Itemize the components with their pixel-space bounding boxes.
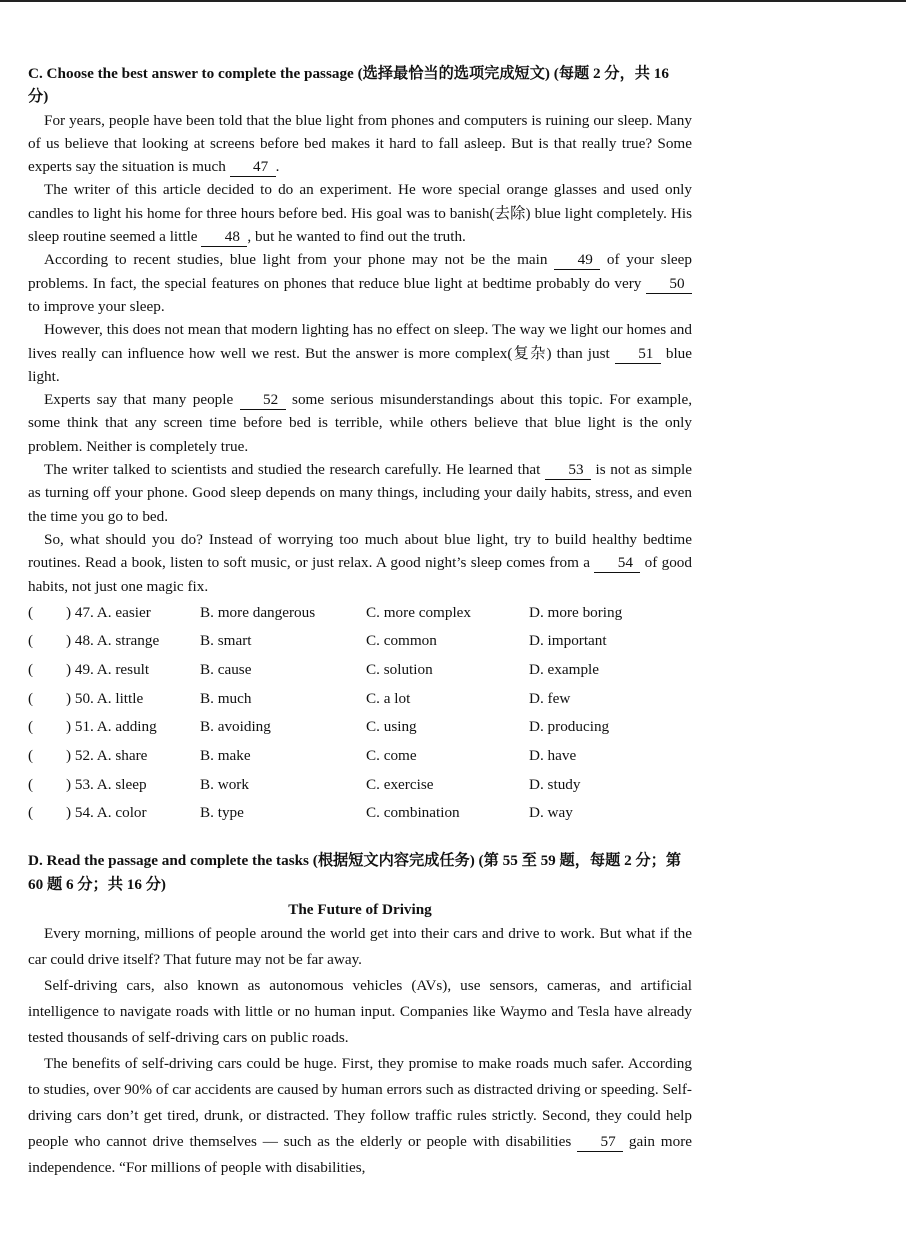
answer-bracket[interactable]: (: [28, 718, 34, 736]
option-a[interactable]: ) 53. A. sleep: [66, 775, 147, 793]
option-d[interactable]: D. more boring: [529, 603, 623, 621]
section-d-heading: D. Read the passage and complete the tasks (根据短文内容完成任务) (第 55 至 59 题，每题 2 分；第 60 题 6 分；共 16 分): [28, 852, 682, 893]
option-row-53[interactable]: [28, 770, 692, 799]
blank-54[interactable]: 54: [594, 554, 640, 573]
passage-c-paragraph-6: The writer talked to scientists and studied the research carefully. He learned that 53 is not as simple as turning off your phone. Good sleep depends on many things, including your daily habits, stress, and even the time you go to bed.: [28, 461, 692, 525]
option-row-47[interactable]: [28, 598, 692, 627]
answer-bracket[interactable]: (: [28, 746, 34, 764]
option-c[interactable]: C. common: [366, 632, 437, 650]
option-b[interactable]: B. much: [200, 689, 252, 707]
option-d[interactable]: D. important: [529, 632, 607, 650]
option-a[interactable]: ) 50. A. little: [66, 689, 144, 707]
passage-d-paragraph-3: The benefits of self-driving cars could be huge. First, they promise to make roads much safer. According to studies, over 90% of car accidents are caused by human errors such as distracted driving or speeding. Self-driving cars don’t get tired, drunk, or distracted. They follow traffic rules strictly. Second, they could help people who cannot drive themselves — such as the elderly or people with disabilities 57 gain more independence. “For millions of people with disabilities,: [28, 1055, 692, 1177]
passage-d-paragraph-2: Self-driving cars, also known as autonomous vehicles (AVs), use sensors, cameras, and artificial intelligence to navigate roads with little or no human input. Companies like Waymo and Tesla have already tested thousands of self-driving cars on public roads.: [28, 977, 692, 1047]
passage-d-title: The Future of Driving: [288, 900, 432, 918]
answer-bracket[interactable]: (: [28, 689, 34, 707]
page-top-border: [0, 0, 906, 2]
option-c[interactable]: C. come: [366, 746, 417, 764]
option-row-54[interactable]: [28, 799, 692, 828]
blank-50[interactable]: 50: [646, 275, 692, 294]
section-c-options: [28, 598, 692, 828]
option-b[interactable]: B. cause: [200, 660, 252, 678]
section-c-passage: [28, 109, 692, 598]
option-d[interactable]: D. study: [529, 775, 581, 793]
option-a[interactable]: ) 49. A. result: [66, 660, 150, 678]
option-a[interactable]: ) 47. A. easier: [66, 603, 151, 621]
option-c[interactable]: C. more complex: [366, 603, 472, 621]
section-c-heading: C. Choose the best answer to complete the passage (选择最恰当的选项完成短文) (每题 2 分，共 16 分): [28, 65, 669, 106]
option-c[interactable]: C. exercise: [366, 775, 434, 793]
option-d[interactable]: D. producing: [529, 718, 610, 736]
passage-c-paragraph-7: So, what should you do? Instead of worrying too much about blue light, try to build healthy bedtime routines. Read a book, listen to soft music, or just relax. A good night’s sleep comes from a 54 of good habits, not just one magic fix.: [28, 530, 692, 595]
blank-49[interactable]: 49: [554, 251, 600, 270]
section-d: [28, 849, 692, 1181]
option-row-48[interactable]: [28, 627, 692, 656]
option-a[interactable]: ) 48. A. strange: [66, 632, 160, 650]
option-d[interactable]: D. few: [529, 689, 571, 707]
option-b[interactable]: B. more dangerous: [200, 603, 316, 621]
passage-c-paragraph-5: Experts say that many people 52 some serious misunderstandings about this topic. For example, some think that any screen time before bed is terrible, while others believe that blue light is the only problem. Neither is completely true.: [28, 391, 693, 455]
option-b[interactable]: B. avoiding: [200, 718, 271, 736]
option-a[interactable]: ) 52. A. share: [66, 746, 148, 764]
option-b[interactable]: B. smart: [200, 632, 252, 650]
answer-bracket[interactable]: (: [28, 632, 34, 650]
blank-57[interactable]: 57: [577, 1133, 623, 1152]
option-c[interactable]: C. a lot: [366, 689, 411, 707]
passage-c-paragraph-3: According to recent studies, blue light from your phone may not be the main 49 of your sleep problems. In fact, the special features on phones that reduce blue light at bedtime probably do very 50 to improve your sleep.: [28, 251, 693, 315]
passage-c-paragraph-4: However, this does not mean that modern lighting has no effect on sleep. The way we light our homes and lives really can influence how well we rest. But the answer is more complex(复杂) than just 51 blue light.: [28, 321, 692, 385]
option-d[interactable]: D. have: [529, 746, 577, 764]
option-a[interactable]: ) 54. A. color: [66, 804, 147, 822]
blank-47[interactable]: 47: [230, 158, 276, 177]
option-b[interactable]: B. make: [200, 746, 251, 764]
blank-52[interactable]: 52: [240, 391, 286, 410]
option-a[interactable]: ) 51. A. adding: [66, 718, 157, 736]
option-d[interactable]: D. example: [529, 660, 600, 678]
option-c[interactable]: C. using: [366, 718, 417, 736]
blank-53[interactable]: 53: [545, 461, 591, 480]
option-c[interactable]: C. solution: [366, 660, 433, 678]
option-row-52[interactable]: [28, 741, 692, 770]
blank-48[interactable]: 48: [201, 228, 247, 247]
passage-c-paragraph-1: For years, people have been told that the blue light from phones and computers is ruining our sleep. Many of us believe that looking at screens before bed makes it hard to fall asleep. But is that really true? Some experts say the situation is much 47 .: [28, 111, 692, 176]
answer-bracket[interactable]: (: [28, 660, 34, 678]
answer-bracket[interactable]: (: [28, 603, 34, 621]
passage-d-paragraph-1: Every morning, millions of people around the world get into their cars and drive to work. But what if the car could drive itself? That future may not be far away.: [28, 925, 692, 969]
option-row-51[interactable]: [28, 713, 692, 742]
exam-sheet: [28, 62, 692, 1181]
blank-51[interactable]: 51: [615, 345, 661, 364]
option-d[interactable]: D. way: [529, 804, 573, 822]
answer-bracket[interactable]: (: [28, 775, 34, 793]
passage-c-paragraph-2: The writer of this article decided to do an experiment. He wore special orange glasses and used only candles to light his home for three hours before bed. His goal was to banish(去除) blue light completely. His sleep routine seemed a little 48 , but he wanted to find out the truth.: [28, 181, 692, 246]
option-c[interactable]: C. combination: [366, 804, 460, 822]
answer-bracket[interactable]: (: [28, 804, 34, 822]
option-b[interactable]: B. type: [200, 804, 244, 822]
option-row-50[interactable]: [28, 684, 692, 713]
option-row-49[interactable]: [28, 655, 692, 684]
option-b[interactable]: B. work: [200, 775, 249, 793]
